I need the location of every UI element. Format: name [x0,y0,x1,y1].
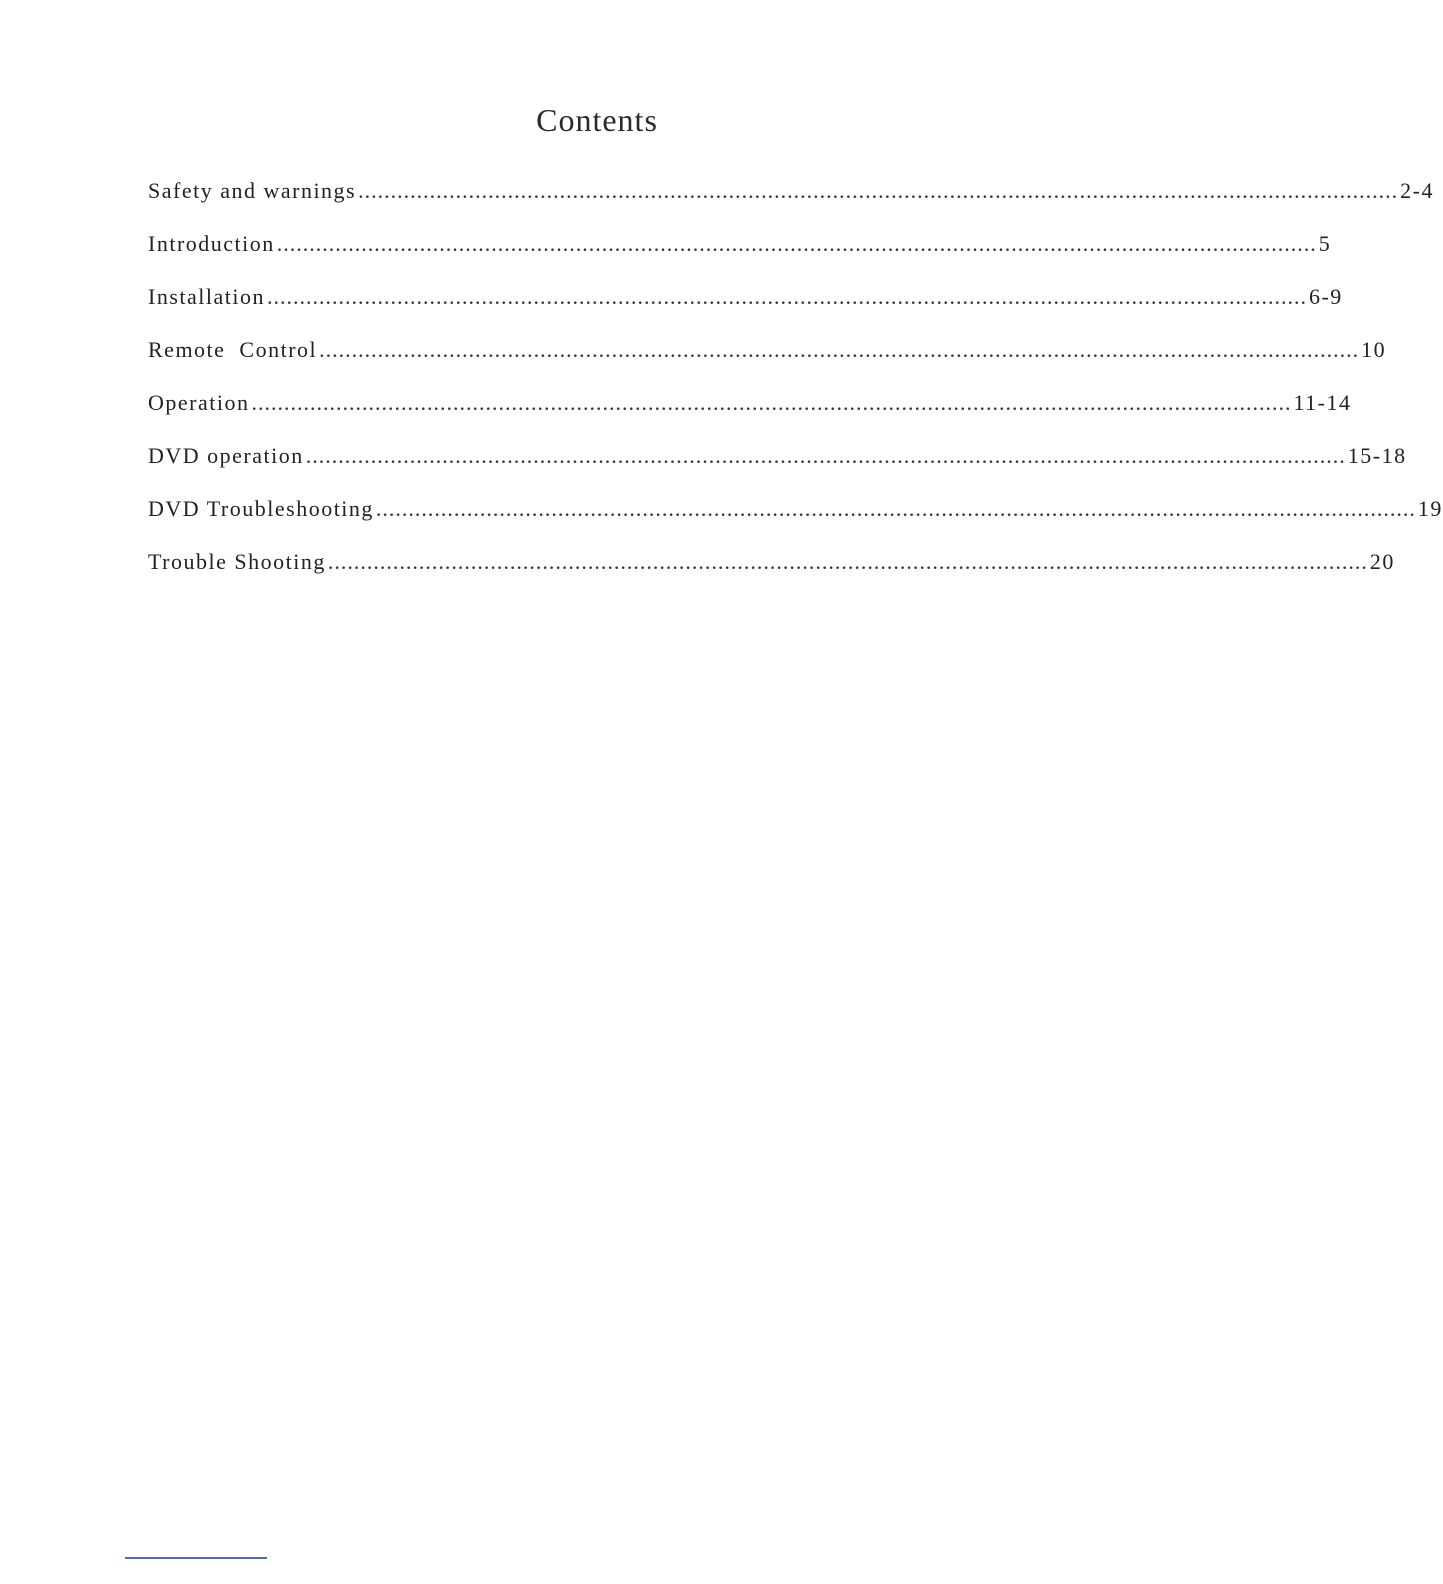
toc-entry-label: DVD Troubleshooting [148,496,374,521]
toc-entry-dvd-troubleshooting[interactable] [148,496,1443,549]
toc-leader-dots: ................................................................................................................................................................ [375,496,1416,521]
toc-entry-label: Remote Control [148,337,318,362]
toc-leader-dots: ................................................................................................................................................................ [276,231,1317,256]
toc-page-number: 15-18 [1347,443,1407,468]
toc-page-number: 2-4 [1400,178,1434,203]
toc-page-number: 11-14 [1293,390,1352,415]
toc-page-number: 5 [1318,231,1332,256]
page-title: Contents [536,102,658,138]
toc-page-number: 19 [1417,496,1443,521]
toc-entry-label: Operation [148,390,250,415]
toc-leader-dots: ................................................................................................................................................................ [327,549,1368,574]
toc-entry-label: Trouble Shooting [148,549,326,574]
toc-leader-dots: ................................................................................................................................................................ [319,337,1360,362]
toc-entry-label: DVD operation [148,443,304,468]
toc-entry-remote-control[interactable] [148,337,1387,390]
toc-entry-safety[interactable] [148,178,1434,231]
toc-leader-dots: ................................................................................................................................................................ [358,178,1399,203]
toc-entry-label: Installation [148,284,265,309]
table-of-contents [148,178,1443,602]
toc-leader-dots: ................................................................................................................................................................ [305,443,1346,468]
toc-page-number: 10 [1361,337,1387,362]
toc-leader-dots: ................................................................................................................................................................ [251,390,1292,415]
toc-page-number: 6-9 [1308,284,1343,309]
toc-entry-dvd-operation[interactable] [148,443,1407,496]
toc-entry-label: Safety and warnings [148,178,357,203]
toc-page-number: 20 [1369,549,1395,574]
toc-entry-operation[interactable] [148,390,1352,443]
toc-leader-dots: ................................................................................................................................................................ [266,284,1307,309]
toc-entry-label: Introduction [148,231,275,256]
toc-entry-introduction[interactable] [148,231,1332,284]
footer-rule [125,1557,267,1559]
toc-entry-trouble-shooting[interactable] [148,549,1395,602]
toc-entry-installation[interactable] [148,284,1343,337]
